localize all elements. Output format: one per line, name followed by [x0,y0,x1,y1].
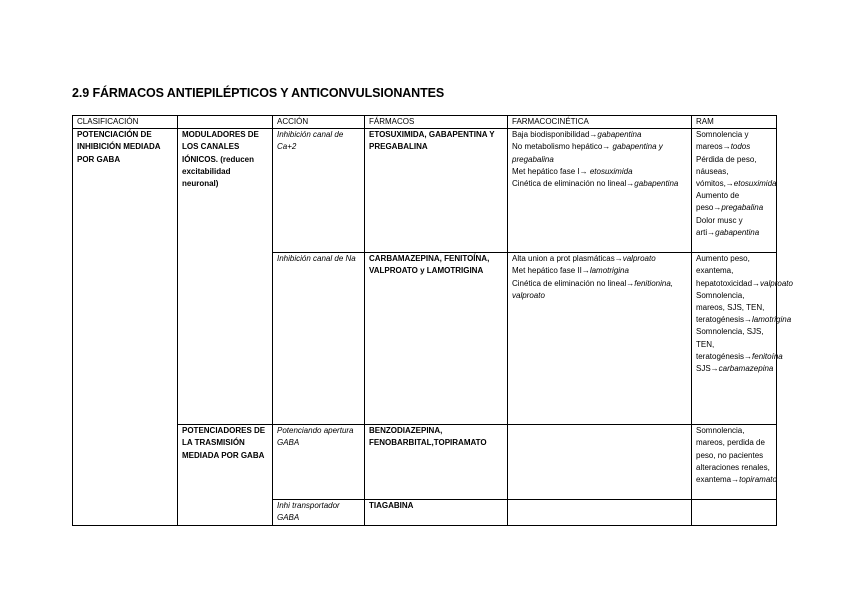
pk-line: Met hepático fase II→lamotrigina [512,266,629,276]
table-row [73,129,777,253]
ram-cell [692,500,777,526]
table-row [73,425,777,500]
pk-line: Cinética de eliminación no lineal→gabapentina [512,179,679,189]
pk-cell [508,425,692,500]
pk-line: No metabolismo hepático→ gabapentina y pregabalina [512,142,663,164]
header-ram: RAM [692,116,777,129]
ram-line: Somnolencia, mareos, perdida de peso, no pacientes alteraciones renales, exantema→topiramato [696,426,777,485]
action-cell: Inhi transportador GABA [273,500,365,526]
pk-line: Met hepático fase I→ etosuximida [512,166,633,176]
pk-cell [508,500,692,526]
ram-cell [692,129,777,253]
ram-cell [692,425,777,500]
header-farmacos: FÁRMACOS [365,116,508,129]
pk-cell [508,129,692,253]
ram-line: Aumento peso, exantema, hepatotoxicidad→valproato [696,254,793,288]
pk-line: Alta union a prot plasmáticas→valproato [512,254,656,264]
ram-line: Dolor musc y arti→gabapentina [696,215,760,237]
pk-line: Baja biodisponibilidad→gabapentina [512,130,642,140]
table-header-row [73,116,777,129]
group-ion-channels: MODULADORES DE LOS CANALES IÓNICOS. (reducen excitabilidad neuronal) [178,129,273,425]
header-accion: ACCIÓN [273,116,365,129]
drugs-cell: TIAGABINA [365,500,508,526]
classification-cell: POTENCIACIÓN DE INHIBICIÓN MEDIADA POR GABA [73,129,178,526]
ram-line: Somnolencia, SJS, TEN, teratogénesis→fenitoína [696,327,783,361]
drugs-cell: ETOSUXIMIDA, GABAPENTINA Y PREGABALINA [365,129,508,253]
drugs-cell: CARBAMAZEPINA, FENITOÍNA, VALPROATO y LAMOTRIGINA [365,253,508,425]
ram-line: Aumento de peso→pregabalina [696,191,764,213]
pk-cell [508,253,692,425]
header-subgroup [178,116,273,129]
action-cell: Inhibición canal de Ca+2 [273,129,365,253]
header-farmacocinetica: FARMACOCINÉTICA [508,116,692,129]
group-gaba-potentiators: POTENCIADORES DE LA TRASMISIÓN MEDIADA POR GABA [178,425,273,526]
ram-line: Pérdida de peso, náuseas, vómitos,→etosuximida [696,154,777,189]
drugs-cell: BENZODIAZEPINA, FENOBARBITAL,TOPIRAMATO [365,425,508,500]
page-title: 2.9 FÁRMACOS ANTIEPILÉPTICOS Y ANTICONVULSIONANTES [72,86,445,100]
ram-line: Somnolencia, mareos, SJS, TEN, teratogénesis→lamotrigina [696,290,792,325]
action-cell: Inhibición canal de Na [273,253,365,425]
action-cell: Potenciando apertura GABA [273,425,365,500]
ram-line: Somnolencia y mareos→todos [696,130,751,152]
ram-cell [692,253,793,425]
header-clasificacion: CLASIFICACIÓN [73,116,178,129]
pk-line: Cinética de eliminación no lineal→fenitionina, valproato [512,278,673,300]
ram-line: SJS→carbamazepina [696,364,774,374]
drug-table [72,115,793,526]
